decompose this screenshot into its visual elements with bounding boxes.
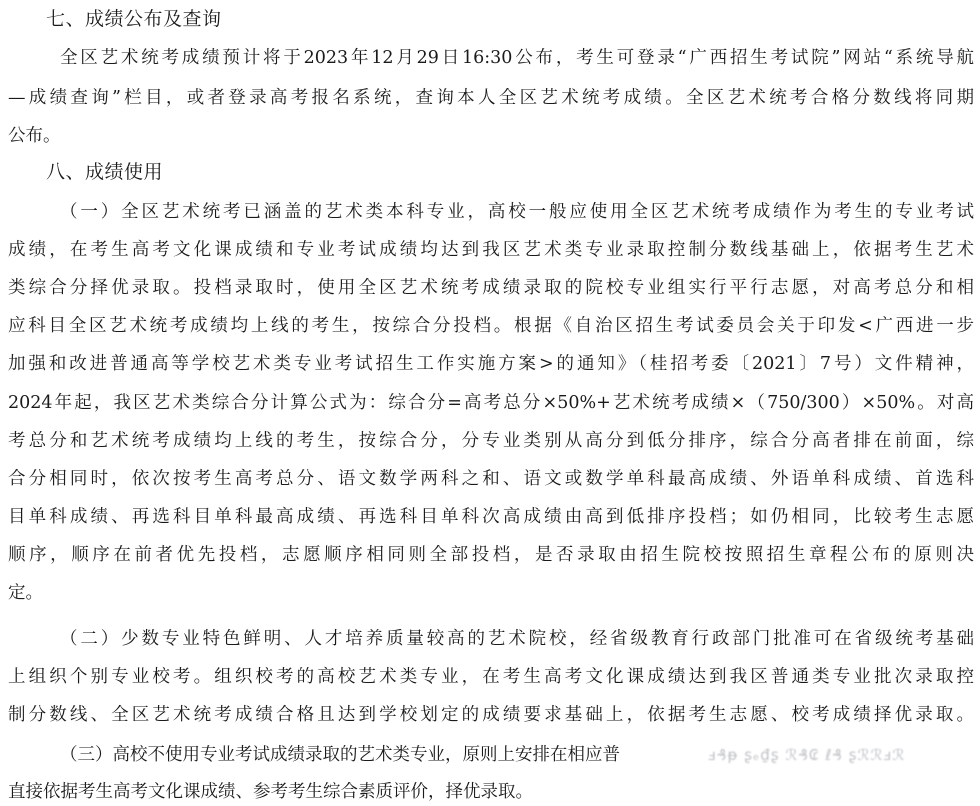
section-8-para2-line-2: 上组织个别专业校考。组织校考的高校艺术类专业，在考生高考文化课成绩达到我区普通类专业批次录取控 (8, 667, 974, 687)
section-7-line-3: 公布。 (8, 126, 61, 146)
section-8-para1-line-5: 加强和改进普通高等学校艺术类专业考试招生工作实施方案>的通知》（桂招考委〔2021〕7号）文件精神， (8, 354, 974, 374)
section-8-para1-line-7: 考总分和艺术统考成绩均上线的考生，按综合分，分专业类别从高分到低分排序，综合分高者排在前面，综 (8, 431, 974, 451)
section-8-para1-line-10: 顺序，顺序在前者优先投档，志愿顺序相同则全部投档，是否录取由招生院校按照招生章程公布的原则决 (8, 545, 974, 565)
section-8-para1-line-3: 类综合分择优录取。投档录取时，使用全区艺术统考成绩录取的院校专业组实行平行志愿，对高考总分和相 (8, 278, 974, 298)
section-8-para1-line-4: 应科目全区艺术统考成绩均上线的考生，按综合分投档。根据《自治区招生考试委员会关于印发<广西进一步 (8, 316, 974, 336)
section-7-heading: 七、成绩公布及查询 (46, 8, 222, 30)
section-8-para1-line-1: （一）全区艺术统考已涵盖的艺术类本科专业，高校一般应使用全区艺术统考成绩作为考生的专业考试 (60, 202, 974, 222)
section-8-para2-line-1: （二）少数专业特色鲜明、人才培养质量较高的艺术院校，经省级教育行政部门批准可在省级统考基础 (60, 629, 974, 649)
section-8-para1-line-11: 定。 (8, 583, 43, 603)
watermark: ⅎ₰ᵽ ʂₑ₫ʂ ℛ₰₢ ℓ₰ ʂℛℛⅎℛ (708, 746, 906, 764)
section-8-para1-line-8: 合分相同时，依次按考生高考总分、语文数学两科之和、语文或数学单科最高成绩、外语单科成绩、首选科 (8, 469, 974, 489)
section-8-para3-line-2: 直接依据考生高考文化课成绩、参考考生综合素质评价，择优录取。 (8, 782, 533, 802)
section-8-para1-line-9: 目单科成绩、再选科目单科最高成绩、再选科目单科次高成绩由高到低排序投档；如仍相同，比较考生志愿 (8, 507, 974, 527)
section-8-para2-line-3: 制分数线、全区艺术统考成绩合格且达到学校划定的成绩要求基础上，依据考生志愿、校考成绩择优录取。 (8, 705, 974, 725)
section-8-para1-line-2: 成绩，在考生高考文化课成绩和专业考试成绩均达到我区艺术类专业录取控制分数线基础上，依据考生艺术 (8, 240, 974, 260)
section-8-para1-line-6: 2024年起，我区艺术类综合分计算公式为：综合分=高考总分×50%+艺术统考成绩×（750/300）×50%。对高 (8, 393, 974, 413)
section-7-line-1: 全区艺术统考成绩预计将于2023年12月29日16:30公布，考生可登录“广西招生考试院”网站“系统导航 (60, 48, 974, 68)
section-8-heading: 八、成绩使用 (46, 161, 164, 183)
section-7-line-2: —成绩查询”栏目，或者登录高考报名系统，查询本人全区艺术统考成绩。全区艺术统考合格分数线将同期 (8, 88, 974, 108)
section-8-para3-line-1: （三）高校不使用专业考试成绩录取的艺术类专业，原则上安排在相应普 (60, 745, 620, 765)
